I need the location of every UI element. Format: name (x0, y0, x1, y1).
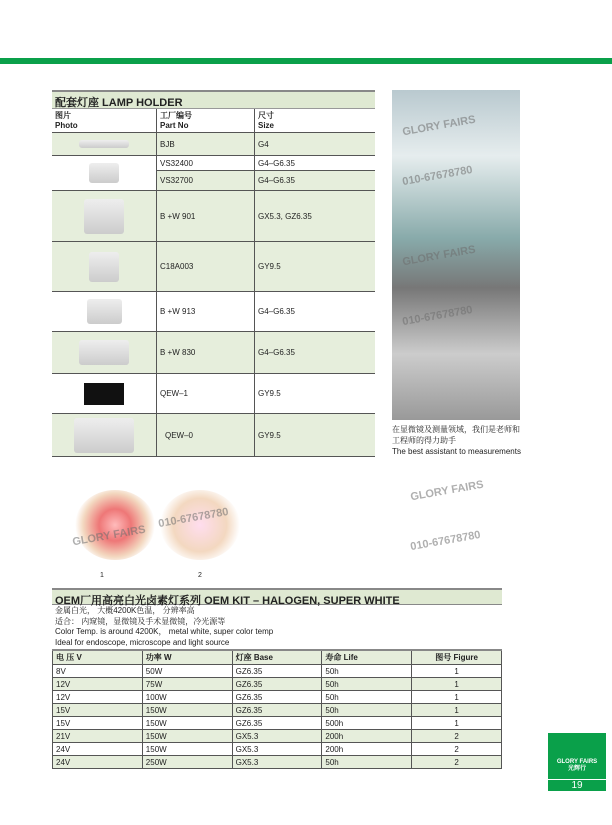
part-no: B +W 913 (157, 292, 255, 331)
column-header: 寿命 Life (322, 650, 412, 665)
lamp-holder-table (52, 90, 375, 457)
holder-photo (79, 140, 129, 148)
table-row (53, 691, 502, 704)
size: G4–G6.35 (258, 176, 295, 185)
oem-table (52, 649, 502, 769)
table-row (53, 678, 502, 691)
watermark-phone: 010-67678780 (401, 163, 474, 189)
table-cell: 150W (142, 717, 232, 730)
watermark-phone: 010-67678780 (409, 528, 482, 554)
table-cell: GZ6.35 (232, 691, 322, 704)
table-cell: 2 (412, 743, 502, 756)
table-row (53, 730, 502, 743)
table-row (53, 756, 502, 769)
table-cell: 150W (142, 743, 232, 756)
table-row-group (52, 156, 375, 191)
holder-photo (84, 199, 124, 234)
table-cell: 1 (412, 691, 502, 704)
part-no: QEW–1 (157, 374, 255, 413)
table-cell: 12V (53, 691, 143, 704)
table-cell: 75W (142, 678, 232, 691)
table-cell: 8V (53, 665, 143, 678)
part-no: B +W 830 (157, 332, 255, 373)
size: GX5.3, GZ6.35 (258, 211, 312, 221)
table-cell: GZ6.35 (232, 665, 322, 678)
table-cell: 1 (412, 704, 502, 717)
header-size-en: Size (258, 121, 275, 130)
caption-cn-2: 工程师的得力助手 (392, 436, 456, 445)
header-size-cn: 尺寸 (258, 111, 274, 120)
table-cell: 15V (53, 717, 143, 730)
holder-photo (89, 252, 119, 282)
part-no: C18A003 (157, 242, 255, 291)
table-row (53, 717, 502, 730)
table-cell: 200h (322, 730, 412, 743)
desc-line: Ideal for endoscope, microscope and light source (55, 637, 230, 647)
holder-photo (79, 340, 129, 365)
table-cell: 200h (322, 743, 412, 756)
header-photo-cn: 图片 (55, 111, 71, 120)
holder-photo (87, 299, 122, 324)
table-row (52, 414, 375, 457)
oem-title: OEM厂用高亮白光卤素灯系列 OEM KIT – HALOGEN, SUPER WHITE (52, 588, 502, 605)
table-cell: GX5.3 (232, 743, 322, 756)
table-cell: 150W (142, 730, 232, 743)
table-cell: 50h (322, 691, 412, 704)
table-cell: 50h (322, 665, 412, 678)
header-part-cn: 工厂编号 (160, 111, 192, 120)
table-cell: 100W (142, 691, 232, 704)
size: G4–G6.35 (258, 307, 295, 316)
table-row (52, 133, 375, 156)
desc-line: 适合： 内窥镜，显微镜及手术显微镜，冷光源等 (55, 616, 226, 626)
table-row (52, 242, 375, 292)
size: G4–G6.35 (258, 348, 295, 357)
size: G4 (258, 139, 269, 149)
holder-photo (84, 383, 124, 405)
part-no: QEW–0 (157, 414, 255, 456)
watermark-brand: GLORY FAIRS (71, 523, 147, 549)
table-cell: 50W (142, 665, 232, 678)
size: GY9.5 (258, 389, 281, 398)
table-cell: 1 (412, 678, 502, 691)
size: GY9.5 (258, 430, 281, 440)
table-cell: GX5.3 (232, 756, 322, 769)
watermark-brand: GLORY FAIRS (401, 113, 477, 139)
glory-fairs-logo (548, 733, 606, 779)
size: G4–G6.35 (258, 158, 295, 168)
page-number: 19 (548, 779, 606, 791)
lamp-holder-title: 配套灯座 LAMP HOLDER (52, 92, 375, 109)
table-row (52, 292, 375, 332)
table-cell: 21V (53, 730, 143, 743)
figure-label-1: 1 (100, 572, 104, 579)
oem-description (52, 605, 502, 649)
part-no: BJB (157, 133, 255, 155)
table-row (53, 743, 502, 756)
table-header (52, 109, 375, 133)
table-cell: 50h (322, 756, 412, 769)
holder-photo (74, 418, 134, 453)
table-cell: 250W (142, 756, 232, 769)
desc-line: Color Temp. is around 4200K， metal white, super color temp (55, 627, 274, 636)
logo-text-en: GLORY FAIRS (556, 759, 598, 765)
table-cell: 12V (53, 678, 143, 691)
table-cell: GX5.3 (232, 730, 322, 743)
column-header: 电 压 V (53, 650, 143, 665)
oem-kit-section (52, 588, 502, 769)
part-no: B +W 901 (157, 191, 255, 241)
caption-cn-1: 在显微镜及测量领域，我们是老师和 (392, 425, 520, 434)
table-cell: 500h (322, 717, 412, 730)
size: GY9.5 (258, 262, 281, 271)
holder-photo (89, 163, 119, 183)
table-row (52, 332, 375, 374)
table-cell: GZ6.35 (232, 678, 322, 691)
table-cell: 1 (412, 717, 502, 730)
watermark-phone: 010-67678780 (401, 303, 474, 329)
table-row (53, 704, 502, 717)
table-cell: 2 (412, 756, 502, 769)
caption-en: The best assistant to measurements (392, 447, 521, 456)
column-header: 功率 W (142, 650, 232, 665)
table-row (52, 191, 375, 242)
part-no: VS32700 (157, 171, 255, 190)
watermark-brand: GLORY FAIRS (401, 243, 477, 269)
logo-text-cn: 光辉行 (567, 766, 586, 772)
figure-label-2: 2 (198, 572, 202, 579)
table-cell: 15V (53, 704, 143, 717)
table-cell: 1 (412, 665, 502, 678)
top-green-band (0, 58, 612, 64)
halogen-bulbs-photo (65, 490, 245, 566)
table-cell: GZ6.35 (232, 717, 322, 730)
table-row (53, 665, 502, 678)
table-cell: 24V (53, 756, 143, 769)
table-cell: 2 (412, 730, 502, 743)
header-photo-en: Photo (55, 121, 78, 130)
table-cell: 150W (142, 704, 232, 717)
watermark-phone: 010-67678780 (157, 505, 230, 531)
header-part-en: Part No (160, 121, 189, 130)
column-header: 灯座 Base (232, 650, 322, 665)
desc-line: 金属白光， 大概4200K色温， 分辨率高 (55, 606, 195, 615)
table-cell: 50h (322, 704, 412, 717)
column-header: 图号 Figure (412, 650, 502, 665)
table-cell: GZ6.35 (232, 704, 322, 717)
watermark-brand: GLORY FAIRS (409, 478, 485, 504)
table-cell: 24V (53, 743, 143, 756)
table-row (52, 374, 375, 414)
photo-caption (392, 424, 542, 457)
part-no: VS32400 (157, 156, 255, 170)
table-cell: 50h (322, 678, 412, 691)
